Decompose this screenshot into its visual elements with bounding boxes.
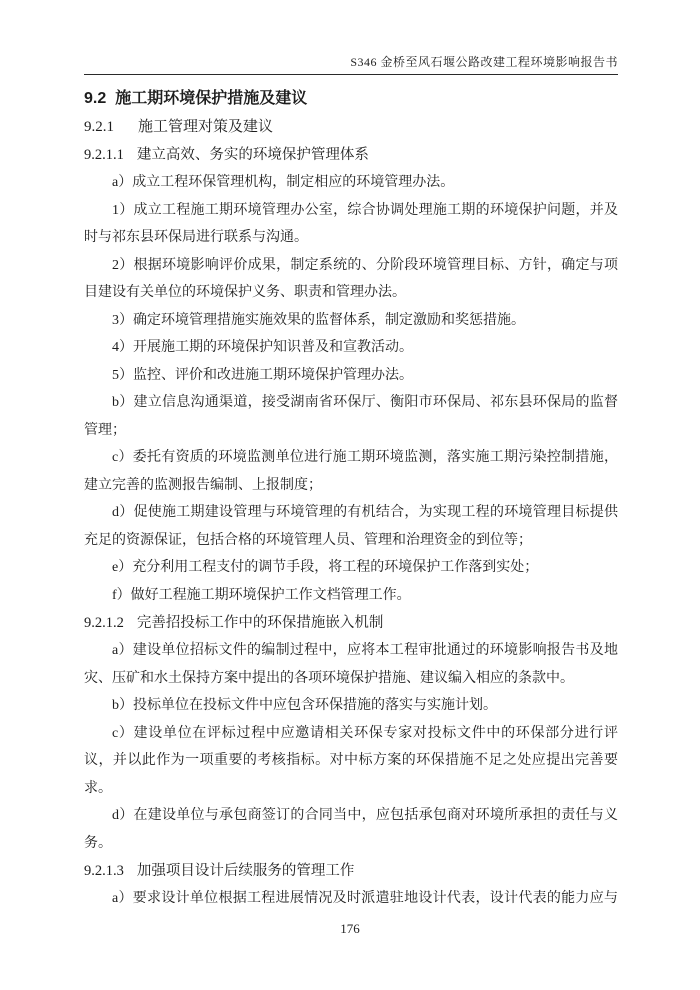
paragraph: c）委托有资质的环境监测单位进行施工期环境监测，落实施工期污染控制措施，建立完善的监测报告编制、上报制度； [84, 450, 618, 493]
section-title: 建立高效、务实的环境保护管理体系 [136, 147, 369, 163]
section-heading [84, 141, 618, 169]
section-number: 9.2.1.3 [84, 863, 124, 879]
paragraph: a）建设单位招标文件的编制过程中，应将本工程审批通过的环境影响报告书及地灾、压矿和水土保持方案中提出的各项环境保护措施、建议编入相应的条款中。 [84, 643, 618, 686]
section-title: 完善招投标工作中的环保措施嵌入机制 [136, 615, 384, 631]
section-heading [84, 609, 618, 637]
paragraph: b）投标单位在投标文件中应包含环保措施的落实与实施计划。 [112, 698, 497, 713]
section-title: 施工期环境保护措施及建议 [115, 90, 308, 107]
section-title: 施工管理对策及建议 [138, 119, 274, 135]
section-heading [84, 84, 618, 113]
paragraph: 1）成立工程施工期环境管理办公室，综合协调处理施工期的环境保护问题，并及时与祁东县环保局进行联系与沟通。 [84, 202, 618, 245]
paragraph: 3）确定环境管理措施实施效果的监督体系，制定激励和奖惩措施。 [112, 312, 525, 328]
section-title: 加强项目设计后续服务的管理工作 [136, 863, 355, 879]
document-content [84, 84, 618, 913]
paragraph: 5）监控、评价和改进施工期环境保护管理办法。 [112, 367, 413, 383]
page-footer [0, 921, 700, 937]
paragraph: f）做好工程施工期环境保护工作文档管理工作。 [112, 587, 411, 603]
paragraph: d）促使施工期建设管理与环境管理的有机结合，为实现工程的环境管理目标提供充足的资源保证，包括合格的环境管理人员、管理和治理资金的到位等； [84, 505, 618, 548]
paragraph: b）建立信息沟通渠道，接受湖南省环保厅、衡阳市环保局、祁东县环保局的监督管理； [84, 395, 618, 438]
paragraph: a）成立工程环保管理机构，制定相应的环境管理办法。 [112, 175, 455, 190]
paragraph: c）建设单位在评标过程中应邀请相关环保专家对投标文件中的环保部分进行评议，并以此作为一项重要的考核指标。对中标方案的环保措施不足之处应提出完善要求。 [84, 725, 618, 796]
page-header [84, 53, 618, 75]
section-number: 9.2 [84, 90, 107, 107]
paragraph: 4）开展施工期的环境保护知识普及和宣教活动。 [112, 340, 413, 355]
page-number: 176 [340, 921, 360, 936]
section-number: 9.2.1.1 [84, 147, 124, 163]
running-header-title: S346 金桥至风石堰公路改建工程环境影响报告书 [350, 55, 618, 69]
paragraph: e）充分利用工程支付的调节手段，将工程的环境保护工作落到实处； [112, 560, 539, 575]
section-number: 9.2.1.2 [84, 615, 124, 631]
paragraph: 2）根据环境影响评价成果，制定系统的、分阶段环境管理目标、方针，确定与项目建设有关单位的环境保护义务、职责和管理办法。 [84, 257, 618, 300]
section-heading [84, 857, 618, 885]
section-heading [84, 113, 618, 141]
section-number: 9.2.1 [84, 119, 114, 135]
paragraph: a）要求设计单位根据工程进展情况及时派遣驻地设计代表，设计代表的能力应与 [112, 891, 618, 906]
paragraph: d）在建设单位与承包商签订的合同当中，应包括承包商对环境所承担的责任与义务。 [84, 808, 618, 851]
